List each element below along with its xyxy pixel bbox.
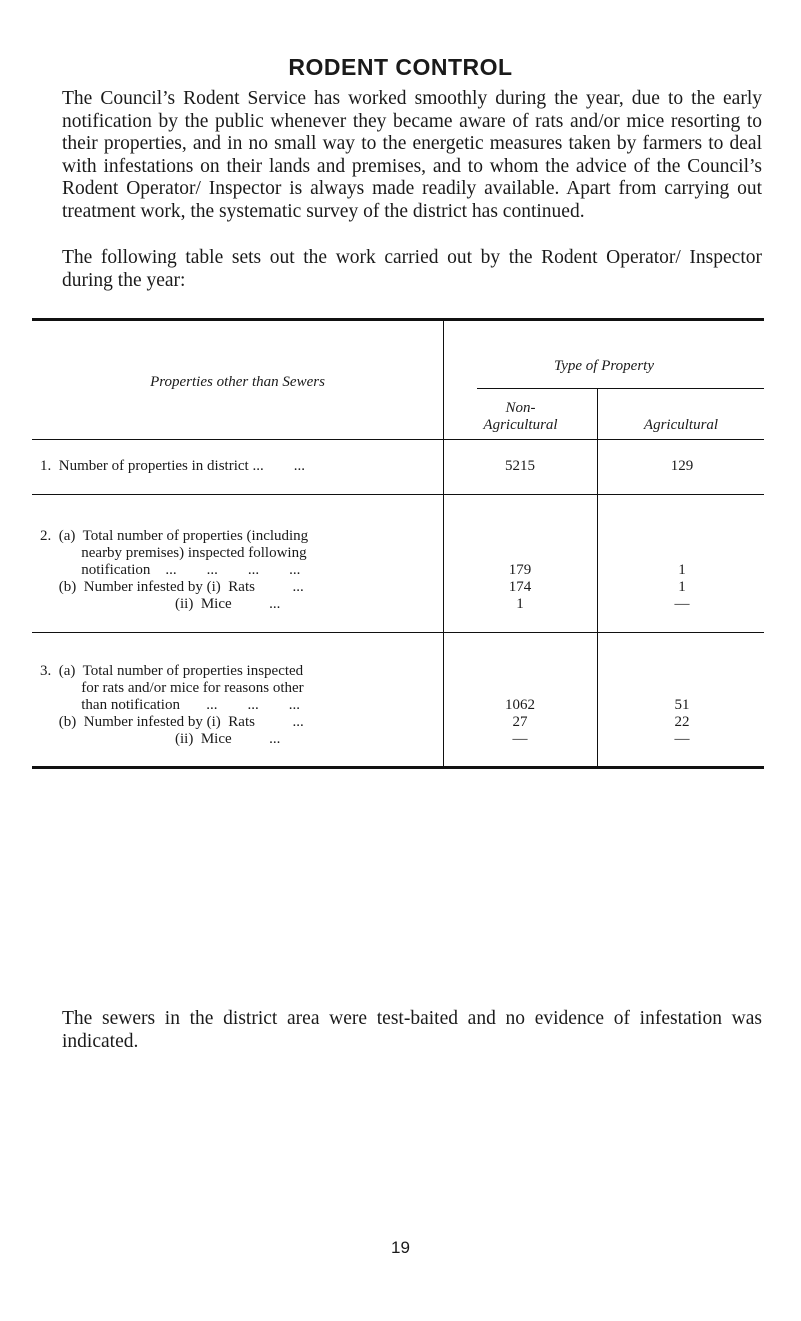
row3a-non-agricultural: 1062 [505,697,535,713]
closing-paragraph: The sewers in the district area were test-baited and no evidence of infestation was indicated. [62,1008,762,1052]
rodent-control-table [32,318,764,958]
table-bottom-rule [32,766,764,769]
row1-agricultural: 129 [670,458,694,474]
row3a-agricultural: 51 [674,697,690,713]
row2-rats-non-agricultural: 174 [508,579,532,595]
header-type-of-property: Type of Property [554,358,654,374]
row2-rats-agricultural: 1 [678,579,686,595]
row3-mice-non-agricultural: — [512,731,528,747]
row2a-label-line2: nearby premises) inspected following [40,545,307,561]
header-non-agricultural-line2: Agricultural [483,417,558,433]
row3-rats-non-agricultural: 27 [512,714,528,730]
page-number: 19 [391,1238,410,1257]
row2b-label-rats: (b) Number infested by (i) Rats ... [40,579,304,595]
row2-mice-agricultural: — [674,596,690,612]
row2b-label-mice: (ii) Mice ... [40,596,281,612]
row3a-label-line3: than notification ... ... ... [40,697,300,713]
header-properties-other-than-sewers: Properties other than Sewers [150,374,325,390]
row2a-agricultural: 1 [678,562,686,578]
header-agricultural: Agricultural [643,417,719,433]
row1-non-agricultural: 5215 [505,458,535,474]
header-non-agricultural-line1: Non- [505,400,536,416]
left-column-divider [443,318,444,769]
row3b-label-rats: (b) Number infested by (i) Rats ... [40,714,304,730]
middle-column-divider [597,388,598,766]
intro-paragraph: The Council’s Rodent Service has worked smoothly during the year, due to the early notification by the public whenever they became aware of rats and/or mice resorting to their properties, and in no small way to the energetic measures taken by farmers to deal with infestations on their lands and premises, and to whom the advice of the Council’s Rodent Operator/ Inspector is always made readily available. Apart from carrying out treatment work, the systematic survey of the district has continued. [62,88,762,222]
header-group-rule [477,388,764,389]
row2-mice-non-agricultural: 1 [516,596,524,612]
row2a-label-line1: 2. (a) Total number of properties (including [40,528,309,544]
row3-mice-agricultural: — [674,731,690,747]
table-intro-paragraph: The following table sets out the work carried out by the Rodent Operator/ Inspector during the year: [62,247,762,291]
row1-label: 1. Number of properties in district ... ... [40,458,305,474]
header-bottom-rule [32,439,764,440]
row2a-label-line3: notification ... ... ... ... [40,562,301,578]
table-top-rule [32,318,764,321]
row3-rats-agricultural: 22 [674,714,690,730]
row3b-label-mice: (ii) Mice ... [40,731,281,747]
row2a-non-agricultural: 179 [508,562,532,578]
row3a-label-line2: for rats and/or mice for reasons other [40,680,304,696]
row1-bottom-rule [32,494,764,495]
page-title: RODENT CONTROL [288,54,513,80]
row3a-label-line1: 3. (a) Total number of properties inspected [40,663,304,679]
row2-bottom-rule [32,632,764,633]
